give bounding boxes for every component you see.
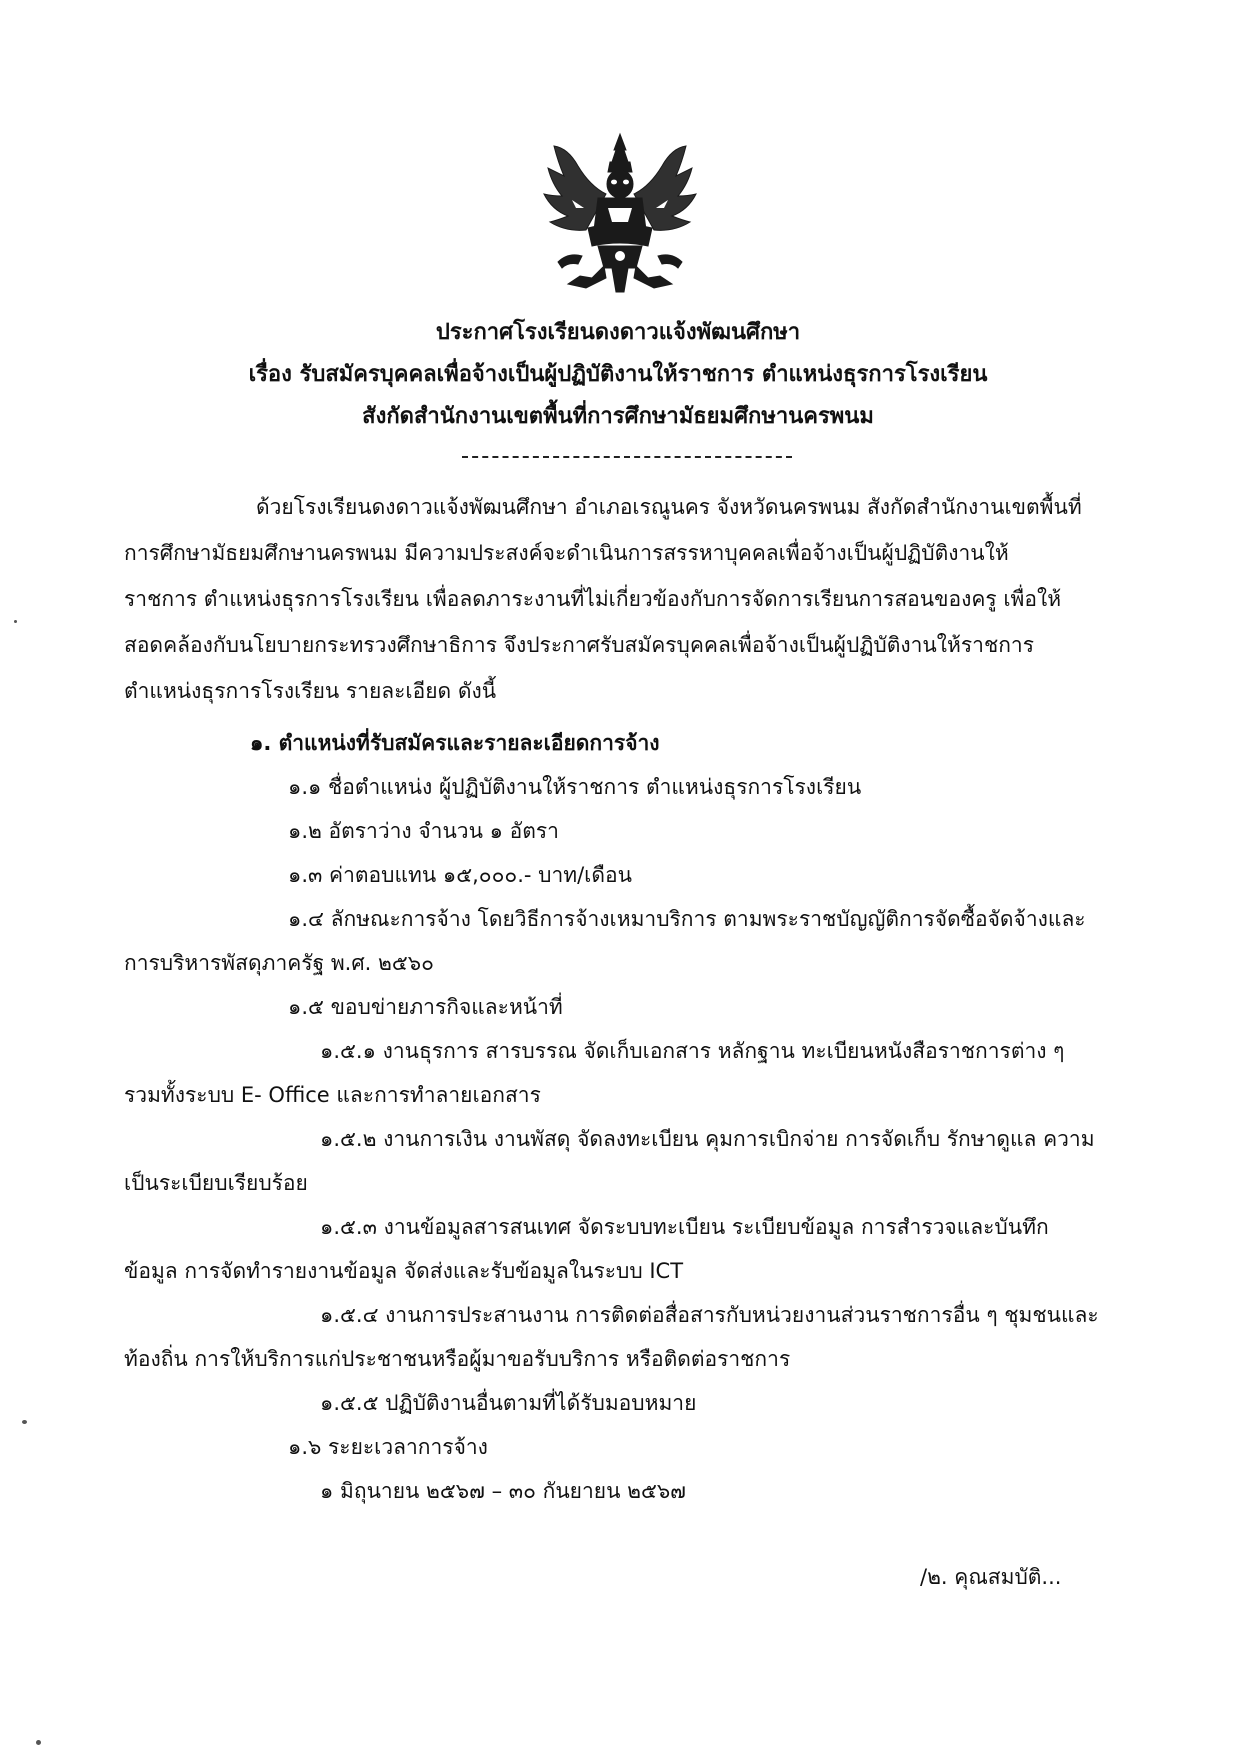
section-item: ๑.๕ ขอบข่ายภารกิจและหน้าที่	[288, 995, 563, 1019]
sub-item: ๑.๕.๓ งานข้อมูลสารสนเทศ จัดระบบทะเบียน ระเบียบข้อมูล การสำรวจและบันทึก	[320, 1215, 1049, 1239]
sub-item: ๑.๕.๔ งานการประสานงาน การติดต่อสื่อสารกับหน่วยงานส่วนราชการอื่น ๆ ชุมชนและ	[320, 1303, 1099, 1327]
section-item: ๑.๒ อัตราว่าง จำนวน ๑ อัตรา	[288, 819, 559, 843]
title-divider	[462, 456, 792, 458]
announcement-title: ประกาศโรงเรียนดงดาวแจ้งพัฒนศึกษา	[435, 320, 801, 345]
sub-item-continued: เป็นระเบียบเรียบร้อย	[124, 1171, 308, 1195]
intro-line: ราชการ ตำแหน่งธุรการโรงเรียน เพื่อลดภาระงานที่ไม่เกี่ยวข้องกับการจัดการเรียนการสอนของครู เพื่อให้	[124, 587, 1062, 611]
announcement-affiliation: สังกัดสำนักงานเขตพื้นที่การศึกษามัธยมศึกษานครพนม	[362, 404, 874, 429]
section-item: ๑.๓ ค่าตอบแทน ๑๕,๐๐๐.- บาท/เดือน	[288, 863, 632, 887]
employment-period: ๑ มิถุนายน ๒๕๖๗ – ๓๐ กันยายน ๒๕๖๗	[320, 1479, 686, 1503]
intro-line: การศึกษามัธยมศึกษานครพนม มีความประสงค์จะดำเนินการสรรหาบุคคลเพื่อจ้างเป็นผู้ปฏิบัติงานให้	[124, 541, 1009, 565]
continuation-note: /๒. คุณสมบัติ...	[920, 1565, 1062, 1589]
section-item: ๑.๔ ลักษณะการจ้าง โดยวิธีการจ้างเหมาบริการ ตามพระราชบัญญัติการจัดซื้อจัดจ้างและ	[288, 907, 1086, 931]
sub-item: ๑.๕.๒ งานการเงิน งานพัสดุ จัดลงทะเบียน คุมการเบิกจ่าย การจัดเก็บ รักษาดูแล ความ	[320, 1127, 1095, 1151]
sub-item-continued: ข้อมูล การจัดทำรายงานข้อมูล จัดส่งและรับข้อมูลในระบบ ICT	[124, 1259, 684, 1283]
scan-speck	[22, 1420, 27, 1424]
section-heading: ๑. ตำแหน่งที่รับสมัครและรายละเอียดการจ้าง	[250, 731, 660, 755]
garuda-emblem-icon	[528, 128, 712, 296]
sub-item-continued: รวมทั้งระบบ E- Office และการทำลายเอกสาร	[124, 1083, 541, 1107]
intro-line: ตำแหน่งธุรการโรงเรียน รายละเอียด ดังนี้	[124, 679, 497, 703]
scan-speck	[14, 620, 17, 623]
section-item: ๑.๑ ชื่อตำแหน่ง ผู้ปฏิบัติงานให้ราชการ ตำแหน่งธุรการโรงเรียน	[288, 775, 862, 799]
announcement-subject: เรื่อง รับสมัครบุคคลเพื่อจ้างเป็นผู้ปฏิบัติงานให้ราชการ ตำแหน่งธุรการโรงเรียน	[248, 362, 988, 387]
section-item-continued: การบริหารพัสดุภาครัฐ พ.ศ. ๒๕๖๐	[124, 951, 434, 975]
intro-line: ด้วยโรงเรียนดงดาวแจ้งพัฒนศึกษา อำเภอเรณูนคร จังหวัดนครพนม สังกัดสำนักงานเขตพื้นที่	[256, 495, 1082, 519]
sub-item: ๑.๕.๑ งานธุรการ สารบรรณ จัดเก็บเอกสาร หลักฐาน ทะเบียนหนังสือราชการต่าง ๆ	[320, 1039, 1065, 1063]
sub-item-continued: ท้องถิ่น การให้บริการแก่ประชาชนหรือผู้มาขอรับบริการ หรือติดต่อราชการ	[124, 1347, 791, 1371]
section-item: ๑.๖ ระยะเวลาการจ้าง	[288, 1435, 488, 1459]
scan-speck	[36, 1740, 41, 1745]
intro-line: สอดคล้องกับนโยบายกระทรวงศึกษาธิการ จึงประกาศรับสมัครบุคคลเพื่อจ้างเป็นผู้ปฏิบัติงานให้ราชการ	[124, 633, 1034, 657]
sub-item: ๑.๕.๕ ปฏิบัติงานอื่นตามที่ได้รับมอบหมาย	[320, 1391, 697, 1415]
